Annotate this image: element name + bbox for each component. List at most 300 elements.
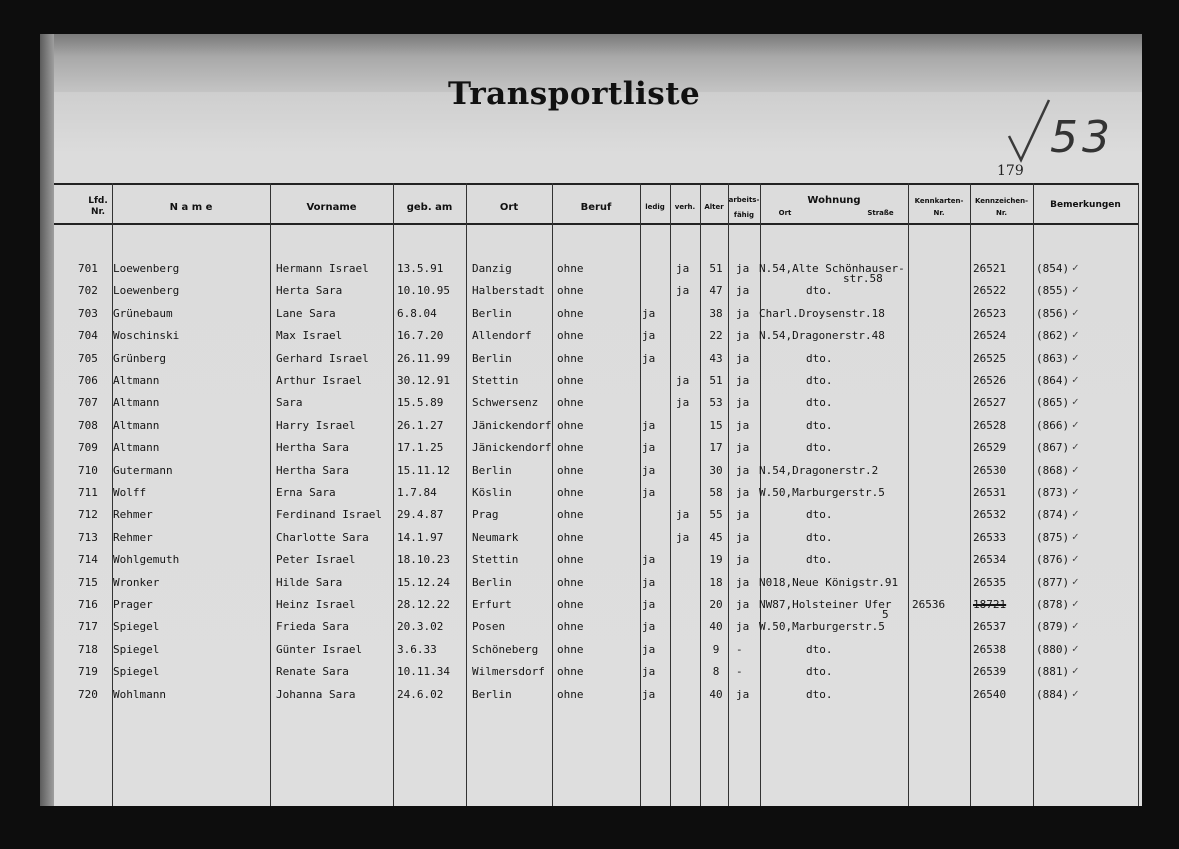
badge-number: 26526 bbox=[973, 374, 1007, 387]
column-rule bbox=[1033, 183, 1034, 806]
birth-date: 1.7.84 bbox=[397, 486, 437, 499]
badge-number: 26530 bbox=[973, 464, 1007, 477]
surname: Woschinski bbox=[113, 329, 180, 342]
first-name: Herta Sara bbox=[276, 284, 343, 297]
row-number: 718 bbox=[78, 643, 98, 656]
single-flag: ja bbox=[642, 665, 656, 678]
first-name: Peter Israel bbox=[276, 553, 356, 566]
header-verh: verh. bbox=[674, 203, 696, 211]
remark: (856) bbox=[1036, 307, 1070, 320]
row-number: 702 bbox=[78, 284, 98, 297]
able-to-work: ja bbox=[736, 688, 750, 701]
birthplace: Danzig bbox=[472, 262, 512, 275]
badge-number: 26529 bbox=[973, 441, 1007, 454]
age: 30 bbox=[709, 464, 723, 477]
check-tick-icon: ✓ bbox=[1072, 306, 1079, 319]
address: W.50,Marburgerstr.5 bbox=[759, 486, 885, 499]
occupation: ohne bbox=[557, 464, 584, 477]
age: 53 bbox=[709, 396, 723, 409]
birthplace: Schöneberg bbox=[472, 643, 539, 656]
married-flag: ja bbox=[676, 396, 690, 409]
birth-date: 15.5.89 bbox=[397, 396, 444, 409]
single-flag: ja bbox=[642, 576, 656, 589]
address: dto. bbox=[806, 508, 833, 521]
birth-date: 26.1.27 bbox=[397, 419, 444, 432]
birthplace: Berlin bbox=[472, 688, 512, 701]
birthplace: Wilmersdorf bbox=[472, 665, 545, 678]
table-top-rule bbox=[54, 183, 1138, 185]
surname: Rehmer bbox=[113, 531, 153, 544]
badge-number: 26521 bbox=[973, 262, 1007, 275]
birth-date: 17.1.25 bbox=[397, 441, 444, 454]
column-rule bbox=[700, 183, 701, 806]
birthplace: Erfurt bbox=[472, 598, 512, 611]
first-name: Sara bbox=[276, 396, 303, 409]
check-tick-icon: ✓ bbox=[1072, 418, 1079, 431]
row-number: 720 bbox=[78, 688, 98, 701]
check-tick-icon: ✓ bbox=[1072, 328, 1079, 341]
column-rule bbox=[908, 183, 909, 806]
header-ledig: ledig bbox=[645, 203, 665, 211]
first-name: Johanna Sara bbox=[276, 688, 356, 701]
able-to-work: ja bbox=[736, 262, 750, 275]
row-number: 714 bbox=[78, 553, 98, 566]
handwritten-number: 53 bbox=[1050, 112, 1114, 163]
age: 58 bbox=[709, 486, 723, 499]
able-to-work: ja bbox=[736, 464, 750, 477]
remark: (876) bbox=[1036, 553, 1070, 566]
check-tick-icon: ✓ bbox=[1072, 507, 1079, 520]
header-nr: Nr. bbox=[90, 207, 106, 217]
able-to-work: ja bbox=[736, 620, 750, 633]
birth-date: 15.12.24 bbox=[397, 576, 450, 589]
first-name: Arthur Israel bbox=[276, 374, 363, 387]
header-kennzeichen-1: Kennzeichen- bbox=[974, 197, 1028, 205]
first-name: Hertha Sara bbox=[276, 464, 349, 477]
birthplace: Posen bbox=[472, 620, 506, 633]
address: dto. bbox=[806, 441, 833, 454]
row-number: 716 bbox=[78, 598, 98, 611]
single-flag: ja bbox=[642, 643, 656, 656]
occupation: ohne bbox=[557, 620, 584, 633]
birth-date: 26.11.99 bbox=[397, 352, 450, 365]
single-flag: ja bbox=[642, 329, 656, 342]
row-number: 715 bbox=[78, 576, 98, 589]
header-wohnung-strasse: Straße bbox=[867, 209, 894, 217]
birth-date: 16.7.20 bbox=[397, 329, 444, 342]
first-name: Günter Israel bbox=[276, 643, 363, 656]
able-to-work: ja bbox=[736, 441, 750, 454]
birth-date: 10.10.95 bbox=[397, 284, 450, 297]
surname: Spiegel bbox=[113, 665, 160, 678]
badge-number: 26537 bbox=[973, 620, 1007, 633]
check-tick-icon: ✓ bbox=[1072, 485, 1079, 498]
age: 51 bbox=[709, 374, 723, 387]
occupation: ohne bbox=[557, 307, 584, 320]
check-tick-icon: ✓ bbox=[1072, 351, 1079, 364]
column-rule bbox=[970, 183, 971, 806]
occupation: ohne bbox=[557, 531, 584, 544]
remark: (877) bbox=[1036, 576, 1070, 589]
able-to-work: ja bbox=[736, 352, 750, 365]
header-wohnung-ort: Ort bbox=[778, 209, 792, 217]
single-flag: ja bbox=[642, 464, 656, 477]
check-tick-icon: ✓ bbox=[1072, 395, 1079, 408]
able-to-work: ja bbox=[736, 396, 750, 409]
occupation: ohne bbox=[557, 508, 584, 521]
row-number: 713 bbox=[78, 531, 98, 544]
able-to-work: ja bbox=[736, 508, 750, 521]
check-tick-icon: ✓ bbox=[1072, 261, 1079, 274]
check-mark-icon bbox=[1005, 96, 1055, 168]
surname: Rehmer bbox=[113, 508, 153, 521]
first-name: Frieda Sara bbox=[276, 620, 349, 633]
married-flag: ja bbox=[676, 508, 690, 521]
age: 45 bbox=[709, 531, 723, 544]
row-number: 704 bbox=[78, 329, 98, 342]
able-to-work: ja bbox=[736, 486, 750, 499]
first-name: Hertha Sara bbox=[276, 441, 349, 454]
remark: (866) bbox=[1036, 419, 1070, 432]
remark: (881) bbox=[1036, 665, 1070, 678]
occupation: ohne bbox=[557, 419, 584, 432]
married-flag: ja bbox=[676, 284, 690, 297]
header-bemerkungen: Bemerkungen bbox=[1050, 200, 1121, 210]
occupation: ohne bbox=[557, 441, 584, 454]
birth-date: 28.12.22 bbox=[397, 598, 450, 611]
single-flag: ja bbox=[642, 620, 656, 633]
surname: Wohlgemuth bbox=[113, 553, 180, 566]
address: Charl.Droysenstr.18 bbox=[759, 307, 885, 320]
row-number: 717 bbox=[78, 620, 98, 633]
header-kennkarten-2: Nr. bbox=[933, 209, 945, 217]
badge-number: 26534 bbox=[973, 553, 1007, 566]
column-rule bbox=[670, 183, 671, 806]
able-to-work: ja bbox=[736, 307, 750, 320]
first-name: Ferdinand Israel bbox=[276, 508, 382, 521]
first-name: Gerhard Israel bbox=[276, 352, 369, 365]
address: dto. bbox=[806, 688, 833, 701]
column-rule bbox=[640, 183, 641, 806]
row-number: 709 bbox=[78, 441, 98, 454]
occupation: ohne bbox=[557, 688, 584, 701]
birthplace: Schwersenz bbox=[472, 396, 539, 409]
badge-number: 26535 bbox=[973, 576, 1007, 589]
header-kennkarten-1: Kennkarten- bbox=[914, 197, 964, 205]
header-name: N a m e bbox=[169, 202, 213, 213]
age: 51 bbox=[709, 262, 723, 275]
age: 18 bbox=[709, 576, 723, 589]
header-ort: Ort bbox=[499, 202, 519, 213]
age: 20 bbox=[709, 598, 723, 611]
birthplace: Berlin bbox=[472, 352, 512, 365]
address: dto. bbox=[806, 396, 833, 409]
header-bottom-rule bbox=[54, 223, 1138, 225]
page-number: 179 bbox=[997, 163, 1024, 179]
birthplace: Neumark bbox=[472, 531, 519, 544]
occupation: ohne bbox=[557, 352, 584, 365]
address: N018,Neue Königstr.91 bbox=[759, 576, 899, 589]
age: 19 bbox=[709, 553, 723, 566]
header-geb: geb. am bbox=[406, 202, 453, 213]
column-rule bbox=[393, 183, 394, 806]
remark: (875) bbox=[1036, 531, 1070, 544]
remark: (880) bbox=[1036, 643, 1070, 656]
column-rule bbox=[466, 183, 467, 806]
address-continued: 5 bbox=[882, 608, 889, 621]
address: dto. bbox=[806, 531, 833, 544]
address: dto. bbox=[806, 553, 833, 566]
badge-number: 26527 bbox=[973, 396, 1007, 409]
check-tick-icon: ✓ bbox=[1072, 664, 1079, 677]
birthplace: Köslin bbox=[472, 486, 512, 499]
birthplace: Prag bbox=[472, 508, 499, 521]
remark: (864) bbox=[1036, 374, 1070, 387]
column-rule bbox=[728, 183, 729, 806]
column-rule bbox=[270, 183, 271, 806]
able-to-work: ja bbox=[736, 553, 750, 566]
badge-number: 26538 bbox=[973, 643, 1007, 656]
able-to-work: ja bbox=[736, 576, 750, 589]
surname: Grünebaum bbox=[113, 307, 173, 320]
surname: Altmann bbox=[113, 419, 160, 432]
address: W.50,Marburgerstr.5 bbox=[759, 620, 885, 633]
address: NW87,Holsteiner Ufer bbox=[759, 598, 892, 611]
single-flag: ja bbox=[642, 553, 656, 566]
single-flag: ja bbox=[642, 598, 656, 611]
check-tick-icon: ✓ bbox=[1072, 687, 1079, 700]
badge-number: 26522 bbox=[973, 284, 1007, 297]
occupation: ohne bbox=[557, 374, 584, 387]
header-vorname: Vorname bbox=[306, 202, 357, 213]
remark: (867) bbox=[1036, 441, 1070, 454]
age: 38 bbox=[709, 307, 723, 320]
first-name: Max Israel bbox=[276, 329, 343, 342]
single-flag: ja bbox=[642, 307, 656, 320]
remark: (862) bbox=[1036, 329, 1070, 342]
remark: (865) bbox=[1036, 396, 1070, 409]
age: 17 bbox=[709, 441, 723, 454]
header-arbeitsfaehig-1: arbeits- bbox=[728, 196, 760, 204]
first-name: Erna Sara bbox=[276, 486, 336, 499]
check-tick-icon: ✓ bbox=[1072, 575, 1079, 588]
header-alter: Alter bbox=[704, 203, 724, 211]
occupation: ohne bbox=[557, 643, 584, 656]
surname: Spiegel bbox=[113, 620, 160, 633]
age: 40 bbox=[709, 688, 723, 701]
occupation: ohne bbox=[557, 598, 584, 611]
address: N.54,Dragonerstr.2 bbox=[759, 464, 879, 477]
sheet-left-edge bbox=[40, 34, 54, 806]
header-arbeitsfaehig-2: fähig bbox=[733, 211, 755, 219]
badge-number: 18721 bbox=[973, 598, 1007, 611]
birth-date: 3.6.33 bbox=[397, 643, 437, 656]
row-number: 710 bbox=[78, 464, 98, 477]
badge-number: 26523 bbox=[973, 307, 1007, 320]
row-number: 705 bbox=[78, 352, 98, 365]
occupation: ohne bbox=[557, 329, 584, 342]
address: dto. bbox=[806, 374, 833, 387]
row-number: 712 bbox=[78, 508, 98, 521]
address-continued: str.58 bbox=[843, 272, 883, 285]
surname: Altmann bbox=[113, 396, 160, 409]
badge-number: 26540 bbox=[973, 688, 1007, 701]
occupation: ohne bbox=[557, 665, 584, 678]
age: 47 bbox=[709, 284, 723, 297]
badge-number: 26531 bbox=[973, 486, 1007, 499]
occupation: ohne bbox=[557, 284, 584, 297]
header-lfd: Lfd. bbox=[88, 196, 108, 206]
address: dto. bbox=[806, 419, 833, 432]
first-name: Lane Sara bbox=[276, 307, 336, 320]
birth-date: 10.11.34 bbox=[397, 665, 450, 678]
check-tick-icon: ✓ bbox=[1072, 552, 1079, 565]
column-rule bbox=[552, 183, 553, 806]
birth-date: 20.3.02 bbox=[397, 620, 444, 633]
surname: Spiegel bbox=[113, 643, 160, 656]
check-tick-icon: ✓ bbox=[1072, 530, 1079, 543]
able-to-work: ja bbox=[736, 284, 750, 297]
first-name: Charlotte Sara bbox=[276, 531, 369, 544]
address: dto. bbox=[806, 643, 833, 656]
remark: (878) bbox=[1036, 598, 1070, 611]
married-flag: ja bbox=[676, 374, 690, 387]
birth-date: 13.5.91 bbox=[397, 262, 444, 275]
age: 22 bbox=[709, 329, 723, 342]
header-beruf: Beruf bbox=[580, 202, 612, 213]
occupation: ohne bbox=[557, 486, 584, 499]
able-to-work: ja bbox=[736, 531, 750, 544]
address: N.54,Alte Schönhauser- bbox=[759, 262, 905, 275]
single-flag: ja bbox=[642, 688, 656, 701]
column-rule bbox=[1138, 183, 1139, 806]
surname: Wronker bbox=[113, 576, 160, 589]
birthplace: Jänickendorf bbox=[472, 419, 552, 432]
age: 40 bbox=[709, 620, 723, 633]
row-number: 708 bbox=[78, 419, 98, 432]
birth-date: 24.6.02 bbox=[397, 688, 444, 701]
single-flag: ja bbox=[642, 352, 656, 365]
badge-number: 26539 bbox=[973, 665, 1007, 678]
able-to-work: ja bbox=[736, 419, 750, 432]
birthplace: Berlin bbox=[472, 464, 512, 477]
birthplace: Allendorf bbox=[472, 329, 532, 342]
badge-number: 26528 bbox=[973, 419, 1007, 432]
age: 43 bbox=[709, 352, 723, 365]
row-number: 719 bbox=[78, 665, 98, 678]
birthplace: Jänickendorf bbox=[472, 441, 552, 454]
badge-number: 26525 bbox=[973, 352, 1007, 365]
birth-date: 6.8.04 bbox=[397, 307, 437, 320]
address: dto. bbox=[806, 284, 833, 297]
surname: Prager bbox=[113, 598, 153, 611]
birth-date: 15.11.12 bbox=[397, 464, 450, 477]
surname: Gutermann bbox=[113, 464, 173, 477]
surname: Altmann bbox=[113, 374, 160, 387]
row-number: 711 bbox=[78, 486, 98, 499]
birthplace: Halberstadt bbox=[472, 284, 545, 297]
occupation: ohne bbox=[557, 553, 584, 566]
married-flag: ja bbox=[676, 531, 690, 544]
married-flag: ja bbox=[676, 262, 690, 275]
able-to-work: - bbox=[736, 665, 743, 678]
birth-date: 14.1.97 bbox=[397, 531, 444, 544]
single-flag: ja bbox=[642, 486, 656, 499]
surname: Grünberg bbox=[113, 352, 166, 365]
check-tick-icon: ✓ bbox=[1072, 373, 1079, 386]
remark: (873) bbox=[1036, 486, 1070, 499]
address: N.54,Dragonerstr.48 bbox=[759, 329, 885, 342]
age: 15 bbox=[709, 419, 723, 432]
surname: Wolff bbox=[113, 486, 147, 499]
row-number: 707 bbox=[78, 396, 98, 409]
age: 9 bbox=[712, 643, 720, 656]
birth-date: 18.10.23 bbox=[397, 553, 450, 566]
surname: Loewenberg bbox=[113, 284, 180, 297]
first-name: Renate Sara bbox=[276, 665, 349, 678]
able-to-work: ja bbox=[736, 598, 750, 611]
first-name: Hilde Sara bbox=[276, 576, 343, 589]
remark: (884) bbox=[1036, 688, 1070, 701]
check-tick-icon: ✓ bbox=[1072, 283, 1079, 296]
check-tick-icon: ✓ bbox=[1072, 619, 1079, 632]
able-to-work: ja bbox=[736, 374, 750, 387]
occupation: ohne bbox=[557, 262, 584, 275]
row-number: 706 bbox=[78, 374, 98, 387]
surname: Loewenberg bbox=[113, 262, 180, 275]
check-tick-icon: ✓ bbox=[1072, 440, 1079, 453]
first-name: Harry Israel bbox=[276, 419, 356, 432]
page-title: Transportliste bbox=[448, 76, 701, 112]
birthplace: Stettin bbox=[472, 553, 519, 566]
surname: Altmann bbox=[113, 441, 160, 454]
birthplace: Stettin bbox=[472, 374, 519, 387]
row-number: 703 bbox=[78, 307, 98, 320]
first-name: Hermann Israel bbox=[276, 262, 369, 275]
header-wohnung: Wohnung bbox=[807, 195, 861, 206]
remark: (874) bbox=[1036, 508, 1070, 521]
age: 55 bbox=[709, 508, 723, 521]
age: 8 bbox=[712, 665, 720, 678]
occupation: ohne bbox=[557, 396, 584, 409]
able-to-work: - bbox=[736, 643, 743, 656]
address: dto. bbox=[806, 352, 833, 365]
birthplace: Berlin bbox=[472, 576, 512, 589]
check-tick-icon: ✓ bbox=[1072, 597, 1079, 610]
birthplace: Berlin bbox=[472, 307, 512, 320]
birth-date: 30.12.91 bbox=[397, 374, 450, 387]
remark: (879) bbox=[1036, 620, 1070, 633]
remark: (854) bbox=[1036, 262, 1070, 275]
badge-number: 26533 bbox=[973, 531, 1007, 544]
address: dto. bbox=[806, 665, 833, 678]
badge-number: 26532 bbox=[973, 508, 1007, 521]
single-flag: ja bbox=[642, 441, 656, 454]
remark: (868) bbox=[1036, 464, 1070, 477]
first-name: Heinz Israel bbox=[276, 598, 356, 611]
badge-number: 26524 bbox=[973, 329, 1007, 342]
birth-date: 29.4.87 bbox=[397, 508, 444, 521]
occupation: ohne bbox=[557, 576, 584, 589]
remark: (855) bbox=[1036, 284, 1070, 297]
surname: Wohlmann bbox=[113, 688, 166, 701]
single-flag: ja bbox=[642, 419, 656, 432]
header-kennzeichen-2: Nr. bbox=[996, 209, 1007, 217]
remark: (863) bbox=[1036, 352, 1070, 365]
row-number: 701 bbox=[78, 262, 98, 275]
id-card-number: 26536 bbox=[912, 598, 946, 611]
able-to-work: ja bbox=[736, 329, 750, 342]
